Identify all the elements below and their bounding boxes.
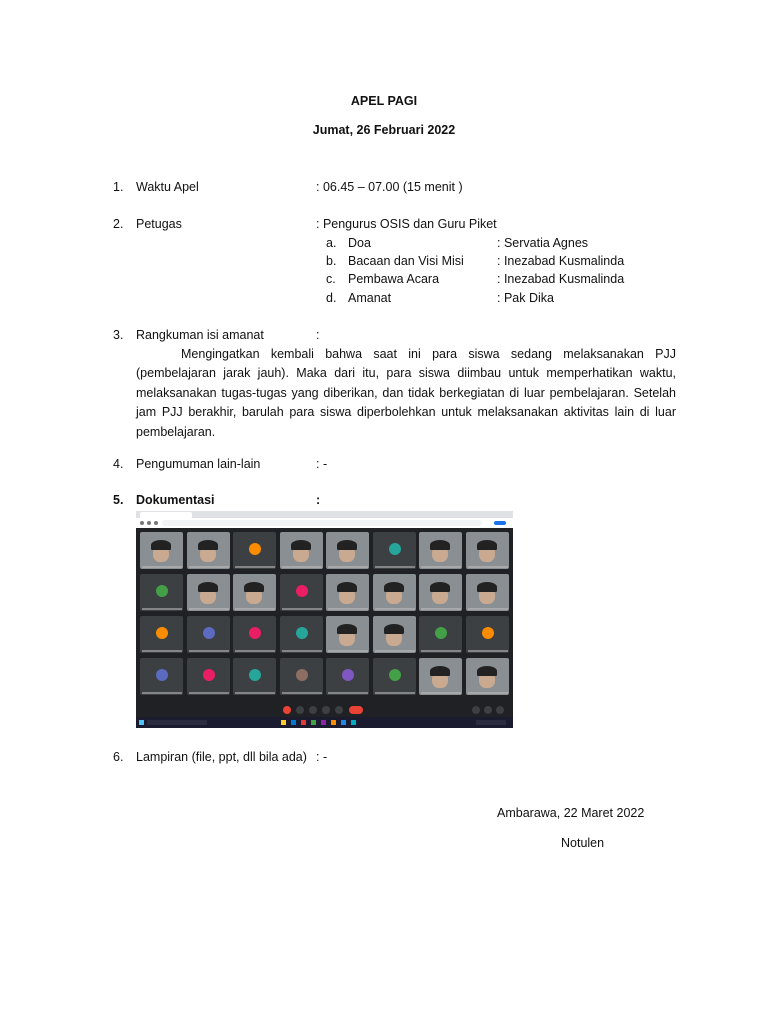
captions-icon xyxy=(309,706,317,714)
participant-name-bar xyxy=(421,566,461,568)
officer-name-amanat: : Pak Dika xyxy=(497,291,554,305)
participant-tile xyxy=(326,616,369,653)
participant-video xyxy=(430,666,450,676)
officer-letter-c: c. xyxy=(326,272,336,286)
meeting-screenshot xyxy=(136,511,513,728)
officer-name-pembawa-acara: : Inezabad Kusmalinda xyxy=(497,272,625,286)
item-label-lampiran: Lampiran (file, ppt, dll bila ada) xyxy=(136,750,307,764)
more-icon xyxy=(335,706,343,714)
avatar xyxy=(296,585,308,597)
participant-video xyxy=(151,540,171,550)
item-label-rangkuman: Rangkuman isi amanat xyxy=(136,328,264,342)
item-label-waktu-apel: Waktu Apel xyxy=(136,180,199,194)
profile-button xyxy=(494,521,506,525)
chat-icon xyxy=(496,706,504,714)
participant-tile xyxy=(419,574,462,611)
participant-name-bar xyxy=(235,608,275,610)
participant-tile xyxy=(233,574,276,611)
participant-name-bar xyxy=(282,608,322,610)
avatar xyxy=(203,627,215,639)
participant-name-bar xyxy=(375,692,415,694)
avatar xyxy=(296,669,308,681)
avatar xyxy=(249,543,261,555)
participant-tile xyxy=(280,574,323,611)
officer-letter-a: a. xyxy=(326,236,337,250)
participant-tile xyxy=(466,616,509,653)
participant-tile xyxy=(140,574,183,611)
app-icon-4 xyxy=(341,720,346,725)
participant-grid xyxy=(140,532,509,698)
participant-video xyxy=(384,624,404,634)
item-number-2: 2. xyxy=(113,217,124,231)
item-label-petugas: Petugas xyxy=(136,217,182,231)
participant-name-bar xyxy=(142,650,182,652)
avatar xyxy=(482,627,494,639)
participant-video xyxy=(337,540,357,550)
participant-name-bar xyxy=(189,608,229,610)
address-bar xyxy=(162,520,482,526)
participant-tile xyxy=(326,658,369,695)
avatar xyxy=(156,669,168,681)
participant-video xyxy=(477,666,497,676)
item-value-petugas: : Pengurus OSIS dan Guru Piket xyxy=(316,217,497,231)
system-tray xyxy=(476,720,506,725)
participant-video xyxy=(477,582,497,592)
avatar xyxy=(249,669,261,681)
participant-video xyxy=(337,624,357,634)
participant-tile xyxy=(466,574,509,611)
participant-name-bar xyxy=(142,692,182,694)
participant-name-bar xyxy=(235,650,275,652)
info-icon xyxy=(472,706,480,714)
item-number-6: 6. xyxy=(113,750,124,764)
participant-tile xyxy=(373,532,416,569)
avatar xyxy=(156,627,168,639)
officer-role-pembawa-acara: Pembawa Acara xyxy=(348,272,440,286)
end-call-icon xyxy=(349,706,363,714)
participant-tile xyxy=(280,532,323,569)
item-value-dokumentasi: : xyxy=(316,493,321,507)
taskbar-search xyxy=(147,720,207,725)
participant-video xyxy=(430,582,450,592)
participant-video xyxy=(477,540,497,550)
edge-icon xyxy=(291,720,296,725)
participant-name-bar xyxy=(328,692,368,694)
item-value-lampiran: : - xyxy=(316,750,328,764)
signer-role: Notulen xyxy=(561,836,605,850)
item-value-waktu-apel: : 06.45 – 07.00 (15 menit ) xyxy=(316,180,463,194)
chrome-icon xyxy=(301,720,306,725)
item-number-4: 4. xyxy=(113,457,124,471)
participant-name-bar xyxy=(468,566,508,568)
forward-icon xyxy=(147,521,151,525)
officer-letter-d: d. xyxy=(326,291,337,305)
participant-name-bar xyxy=(421,692,461,694)
participant-name-bar xyxy=(328,566,368,568)
participant-tile xyxy=(326,574,369,611)
participant-tile xyxy=(373,658,416,695)
participant-tile xyxy=(419,532,462,569)
folder-icon xyxy=(281,720,286,725)
participant-name-bar xyxy=(468,650,508,652)
participant-tile xyxy=(233,616,276,653)
present-icon xyxy=(322,706,330,714)
summary-text: Mengingatkan kembali bahwa saat ini para siswa sedang melaksanakan PJJ (pembelajaran jarak jauh). Maka dari itu, para siswa diimbau untuk memperhatikan waktu, melaksanakan tugas-tugas yang diberikan, dan tidak berkegiatan di luar pembelajaran. Setelah jam PJJ berakhir, barulah para siswa diperbolehkan untuk melaksanakan aktivitas lain di luar pembelajaran. xyxy=(136,347,676,439)
participant-name-bar xyxy=(235,566,275,568)
app-icon xyxy=(311,720,316,725)
avatar xyxy=(389,669,401,681)
people-icon xyxy=(484,706,492,714)
participant-name-bar xyxy=(375,650,415,652)
avatar xyxy=(342,669,354,681)
participant-tile xyxy=(373,616,416,653)
participant-tile xyxy=(280,658,323,695)
mic-off-icon xyxy=(283,706,291,714)
participant-name-bar xyxy=(189,566,229,568)
participant-tile xyxy=(187,532,230,569)
item-number-3: 3. xyxy=(113,328,124,342)
app-icon-3 xyxy=(331,720,336,725)
participant-tile xyxy=(466,532,509,569)
participant-name-bar xyxy=(142,566,182,568)
browser-tab-strip xyxy=(136,511,513,518)
officer-role-visi-misi: Bacaan dan Visi Misi xyxy=(348,254,464,268)
participant-name-bar xyxy=(421,608,461,610)
participant-tile xyxy=(326,532,369,569)
participant-tile xyxy=(233,532,276,569)
start-icon xyxy=(139,720,144,725)
participant-tile xyxy=(140,616,183,653)
participant-tile xyxy=(373,574,416,611)
document-date: Jumat, 26 Februari 2022 xyxy=(312,123,456,137)
participant-name-bar xyxy=(235,692,275,694)
participant-tile xyxy=(233,658,276,695)
officer-role-amanat: Amanat xyxy=(348,291,392,305)
participant-name-bar xyxy=(142,608,182,610)
participant-video xyxy=(430,540,450,550)
summary-paragraph xyxy=(136,345,676,442)
reload-icon xyxy=(154,521,158,525)
participant-tile xyxy=(187,616,230,653)
participant-video xyxy=(384,582,404,592)
officer-name-doa: : Servatia Agnes xyxy=(497,236,589,250)
participant-name-bar xyxy=(375,566,415,568)
participant-tile xyxy=(140,658,183,695)
avatar xyxy=(203,669,215,681)
browser-toolbar xyxy=(136,518,513,528)
participant-name-bar xyxy=(282,566,322,568)
avatar xyxy=(296,627,308,639)
windows-taskbar xyxy=(136,717,513,728)
participant-name-bar xyxy=(282,692,322,694)
participant-tile xyxy=(140,532,183,569)
participant-tile xyxy=(280,616,323,653)
participant-name-bar xyxy=(375,608,415,610)
participant-tile xyxy=(187,574,230,611)
item-number-5: 5. xyxy=(113,493,124,507)
participant-name-bar xyxy=(189,650,229,652)
avatar xyxy=(435,627,447,639)
participant-video xyxy=(244,582,264,592)
participant-name-bar xyxy=(282,650,322,652)
avatar xyxy=(389,543,401,555)
officer-name-visi-misi: : Inezabad Kusmalinda xyxy=(497,254,625,268)
item-label-dokumentasi: Dokumentasi xyxy=(136,493,215,507)
participant-video xyxy=(198,540,218,550)
participant-name-bar xyxy=(468,692,508,694)
officer-role-doa: Doa xyxy=(348,236,371,250)
app-icon-5 xyxy=(351,720,356,725)
participant-tile xyxy=(187,658,230,695)
participant-video xyxy=(291,540,311,550)
meeting-control-bar xyxy=(136,702,513,717)
participant-tile xyxy=(419,616,462,653)
item-number-1: 1. xyxy=(113,180,124,194)
participant-video xyxy=(198,582,218,592)
item-label-pengumuman: Pengumuman lain-lain xyxy=(136,457,261,471)
participant-name-bar xyxy=(328,650,368,652)
item-value-rangkuman: : xyxy=(316,328,320,342)
participant-name-bar xyxy=(189,692,229,694)
avatar xyxy=(156,585,168,597)
participant-tile xyxy=(419,658,462,695)
participant-name-bar xyxy=(468,608,508,610)
participant-tile xyxy=(466,658,509,695)
place-date: Ambarawa, 22 Maret 2022 xyxy=(497,806,645,820)
document-title: APEL PAGI xyxy=(350,94,418,108)
participant-name-bar xyxy=(328,608,368,610)
avatar xyxy=(249,627,261,639)
participant-video xyxy=(337,582,357,592)
participant-name-bar xyxy=(421,650,461,652)
officer-letter-b: b. xyxy=(326,254,337,268)
camera-icon xyxy=(296,706,304,714)
app-icon-2 xyxy=(321,720,326,725)
item-value-pengumuman: : - xyxy=(316,457,328,471)
back-icon xyxy=(140,521,144,525)
